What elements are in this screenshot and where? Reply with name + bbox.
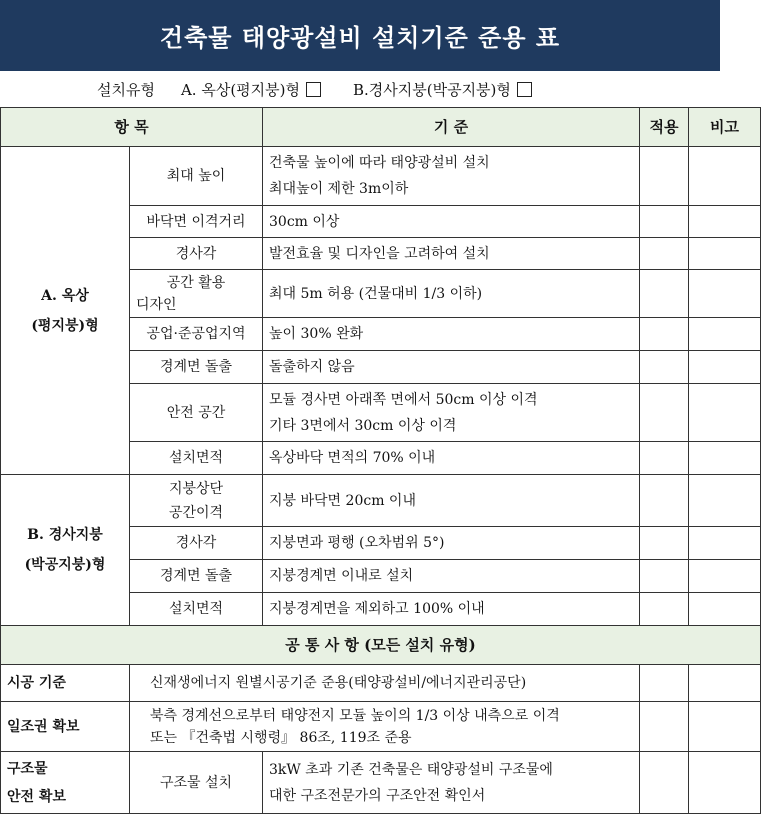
common-label-line: 구조물 xyxy=(7,760,48,777)
apply-cell[interactable] xyxy=(640,318,689,351)
apply-cell[interactable] xyxy=(640,270,689,318)
note-cell[interactable] xyxy=(689,351,761,384)
apply-cell[interactable] xyxy=(640,351,689,384)
standard-cell: 최대 5m 허용 (건물대비 1/3 이하) xyxy=(263,270,640,318)
note-cell[interactable] xyxy=(689,270,761,318)
header-apply: 적용 xyxy=(640,108,689,147)
table-row xyxy=(1,665,761,702)
standard-cell: 지붕경계면 이내로 설치 xyxy=(263,560,640,593)
common-line: 3kW 초과 기존 건축물은 태양광설비 구조물에 xyxy=(269,761,553,778)
standards-table xyxy=(0,107,761,814)
standard-cell xyxy=(263,147,640,206)
page-title: 건축물 태양광설비 설치기준 준용 표 xyxy=(0,0,720,71)
standard-cell: 발전효율 및 디자인을 고려하여 설치 xyxy=(263,238,640,270)
standard-cell: 지붕경계면을 제외하고 100% 이내 xyxy=(263,593,640,626)
common-header-row xyxy=(1,626,761,665)
table-row xyxy=(1,147,761,206)
group-a-label-line2: (평지붕)형 xyxy=(31,317,99,334)
common-label: 일조권 확보 xyxy=(1,702,130,752)
standard-cell: 30cm 이상 xyxy=(263,206,640,238)
item-line: 공간 활용 xyxy=(166,274,226,291)
group-b-label-line2: (박공지붕)형 xyxy=(24,557,106,573)
table-row xyxy=(1,752,761,814)
item-cell: 경계면 돌출 xyxy=(130,351,263,384)
standard-line: 기타 3면에서 30cm 이상 이격 xyxy=(269,417,457,434)
note-cell[interactable] xyxy=(689,384,761,442)
note-cell[interactable] xyxy=(689,238,761,270)
apply-cell[interactable] xyxy=(640,702,689,752)
item-cell: 공업·준공업지역 xyxy=(130,318,263,351)
item-cell: 설치면적 xyxy=(130,593,263,626)
apply-cell[interactable] xyxy=(640,475,689,527)
item-cell xyxy=(130,475,263,527)
apply-cell[interactable] xyxy=(640,384,689,442)
standard-cell: 옥상바닥 면적의 70% 이내 xyxy=(263,442,640,475)
standard-cell: 높이 30% 완화 xyxy=(263,318,640,351)
item-cell: 바닥면 이격거리 xyxy=(130,206,263,238)
option-b-checkbox[interactable] xyxy=(517,82,532,97)
header-standard: 기 준 xyxy=(263,108,640,147)
standard-cell: 지붕면과 평행 (오차범위 5°) xyxy=(263,527,640,560)
apply-cell[interactable] xyxy=(640,560,689,593)
common-label-line: 안전 확보 xyxy=(7,788,66,805)
common-text xyxy=(263,752,640,814)
item-line: 디자인 xyxy=(136,296,177,313)
item-cell: 최대 높이 xyxy=(130,147,263,206)
note-cell[interactable] xyxy=(689,442,761,475)
apply-cell[interactable] xyxy=(640,593,689,626)
standard-cell: 지붕 바닥면 20cm 이내 xyxy=(263,475,640,527)
common-text xyxy=(130,702,640,752)
apply-cell[interactable] xyxy=(640,206,689,238)
item-line: 지붕상단 xyxy=(168,480,224,497)
common-line: 북측 경계선으로부터 태양전지 모듈 높이의 1/3 이상 내측으로 이격 xyxy=(150,707,560,724)
standard-line: 건축물 높이에 따라 태양광설비 설치 xyxy=(269,155,490,171)
common-text: 신재생에너지 원별시공기준 준용(태양광설비/에너지관리공단) xyxy=(130,665,640,702)
header-row xyxy=(1,108,761,147)
apply-cell[interactable] xyxy=(640,665,689,702)
header-note: 비고 xyxy=(689,108,761,147)
note-cell[interactable] xyxy=(689,665,761,702)
apply-cell[interactable] xyxy=(640,238,689,270)
group-a-label-line1: A. 옥상 xyxy=(41,287,89,304)
header-item: 항 목 xyxy=(1,108,263,147)
common-subitem: 구조물 설치 xyxy=(130,752,263,814)
item-cell: 경사각 xyxy=(130,527,263,560)
apply-cell[interactable] xyxy=(640,147,689,206)
note-cell[interactable] xyxy=(689,593,761,626)
install-type-label: 설치유형 xyxy=(97,80,155,99)
note-cell[interactable] xyxy=(689,527,761,560)
item-cell: 설치면적 xyxy=(130,442,263,475)
common-label xyxy=(1,752,130,814)
common-label: 시공 기준 xyxy=(1,665,130,702)
option-b-label: B.경사지붕(박공지붕)형 xyxy=(352,80,511,99)
note-cell[interactable] xyxy=(689,318,761,351)
group-b-label xyxy=(1,475,130,626)
common-header: 공 통 사 항 (모든 설치 유형) xyxy=(1,626,761,665)
item-line: 공간이격 xyxy=(168,504,224,521)
standard-line: 최대높이 제한 3m이하 xyxy=(269,181,409,197)
apply-cell[interactable] xyxy=(640,752,689,814)
apply-cell[interactable] xyxy=(640,442,689,475)
standard-cell xyxy=(263,384,640,442)
option-a-checkbox[interactable] xyxy=(306,82,321,97)
group-b-label-line1: B. 경사지붕 xyxy=(27,527,103,543)
note-cell[interactable] xyxy=(689,560,761,593)
group-a-label xyxy=(1,147,130,475)
note-cell[interactable] xyxy=(689,475,761,527)
common-line: 대한 구조전문가의 구조안전 확인서 xyxy=(269,787,486,804)
item-cell: 경사각 xyxy=(130,238,263,270)
item-cell: 경계면 돌출 xyxy=(130,560,263,593)
table-row xyxy=(1,702,761,752)
standard-line: 모듈 경사면 아래쪽 면에서 50cm 이상 이격 xyxy=(269,391,538,408)
standard-cell: 돌출하지 않음 xyxy=(263,351,640,384)
item-cell xyxy=(130,270,263,318)
note-cell[interactable] xyxy=(689,147,761,206)
install-type-line xyxy=(0,71,720,107)
item-cell: 안전 공간 xyxy=(130,384,263,442)
note-cell[interactable] xyxy=(689,702,761,752)
common-line: 또는 『건축법 시행령』 86조, 119조 준용 xyxy=(150,729,412,746)
option-a-label: A. 옥상(평지붕)형 xyxy=(180,80,300,99)
note-cell[interactable] xyxy=(689,752,761,814)
apply-cell[interactable] xyxy=(640,527,689,560)
table-row xyxy=(1,475,761,527)
note-cell[interactable] xyxy=(689,206,761,238)
